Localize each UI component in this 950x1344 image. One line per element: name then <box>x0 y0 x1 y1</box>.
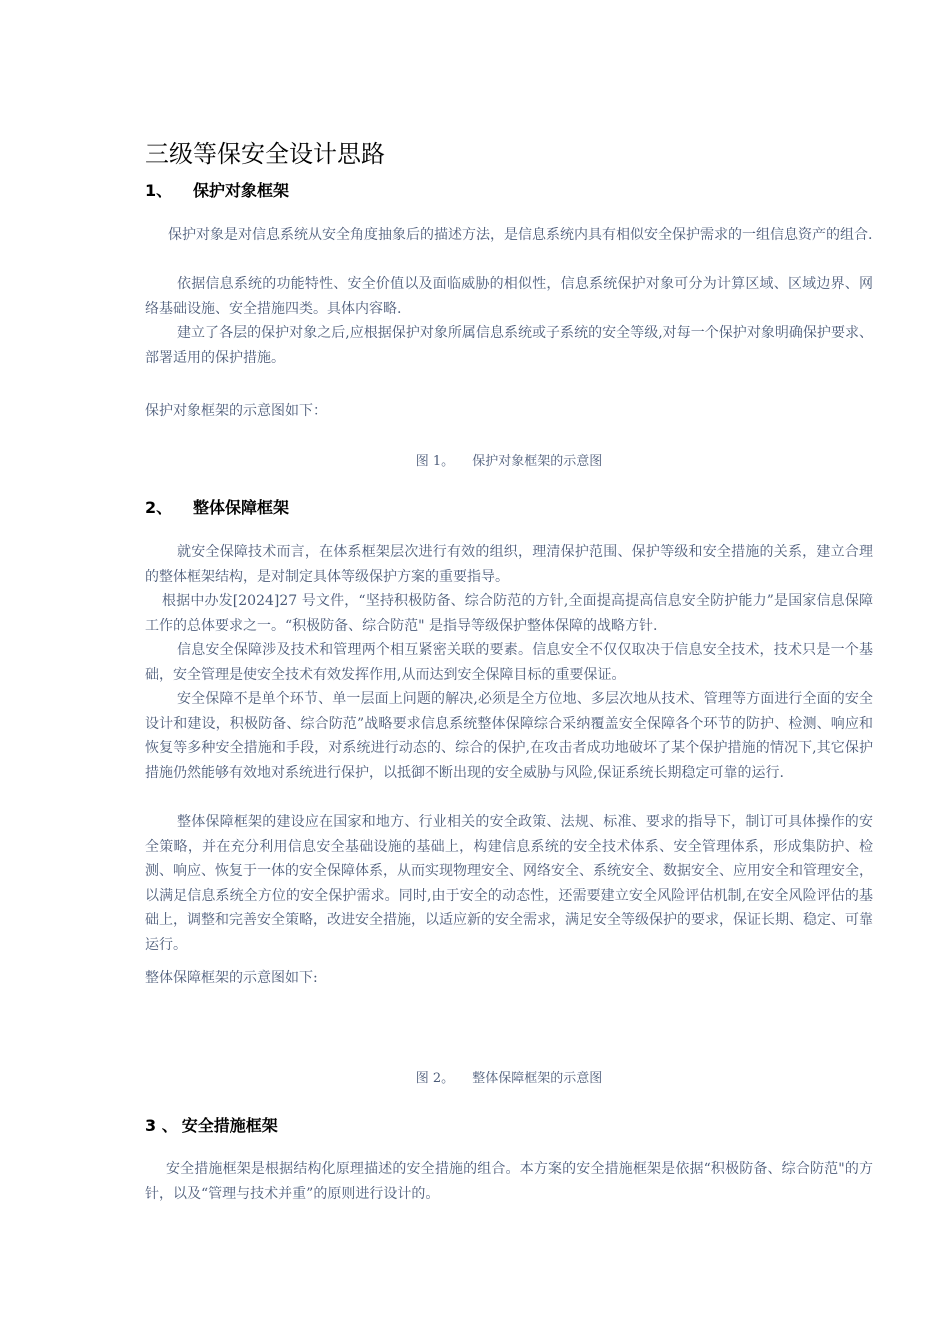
figure-2-label: 图 2。 <box>415 1071 455 1086</box>
section-2-number: 2、 <box>145 498 173 517</box>
section-3-heading <box>145 1113 278 1136</box>
section-3-number: 3 、 <box>145 1116 178 1135</box>
figure-2-caption-text: 整体保障框架的示意图 <box>472 1071 603 1086</box>
figure-1-caption <box>145 450 873 469</box>
section-3-paragraph-1: 安全措施框架是根据结构化原理描述的安全措施的组合。本方案的安全措施框架是依据“积极防备、综合防范"的方针，以及“管理与技术并重”的原则进行设计的。 <box>145 1161 873 1202</box>
section-2-paragraph-3: 信息安全保障涉及技术和管理两个相互紧密关联的要素。信息安全不仅仅取决于信息安全技术，技术只是一个基础，安全管理是使安全技术有效发挥作用,从而达到安全保障目标的重要保证。 <box>145 642 873 683</box>
section-1-number: 1、 <box>145 181 173 200</box>
section-2-heading <box>145 495 289 518</box>
section-3-title: 安全措施框架 <box>181 1116 278 1135</box>
section-2-paragraph-4: 安全保障不是单个环节、单一层面上问题的解决,必须是全方位地、多层次地从技术、管理等方面进行全面的安全设计和建设，积极防备、综合防范”战略要求信息系统整体保障综合采纳覆盖安全保障各个环节的防护、检测、响应和恢复等多种安全措施和手段，对系统进行动态的、综合的保护,在攻击者成功地破坏了某个保护措施的情况下,其它保护措施仍然能够有效地对系统进行保护，以抵御不断出现的安全威胁与风险,保证系统长期稳定可靠的运行. <box>145 691 873 781</box>
figure-1-label: 图 1。 <box>415 454 455 469</box>
section-2-paragraph-2: 根据中办发[2024]27 号文件，“坚持积极防备、综合防范的方针,全面提高提高信息安全防护能力”是国家信息保障工作的总体要求之一。“积极防备、综合防范" 是指导等级保护整体保障的战略方针. <box>145 593 873 634</box>
document-title: 三级等保安全设计思路 <box>145 140 385 168</box>
figure-1-intro: 保护对象框架的示意图如下： <box>145 403 327 419</box>
section-2-title: 整体保障框架 <box>193 498 290 517</box>
section-1-paragraph-1: 保护对象是对信息系统从安全角度抽象后的描述方法，是信息系统内具有相似安全保护需求的一组信息资产的组合. <box>168 227 873 243</box>
section-2-paragraph-1: 就安全保障技术而言，在体系框架层次进行有效的组织，理清保护范围、保护等级和安全措施的关系，建立合理的整体框架结构，是对制定具体等级保护方案的重要指导。 <box>145 544 873 585</box>
section-2-paragraph-5: 整体保障框架的建设应在国家和地方、行业相关的安全政策、法规、标准、要求的指导下，制订可具体操作的安全策略，并在充分利用信息安全基础设施的基础上，构建信息系统的安全技术体系、安全管理体系，形成集防护、检测、响应、恢复于一体的安全保障体系，从而实现物理安全、网络安全、系统安全、数据安全、应用安全和管理安全，以满足信息系统全方位的安全保护需求。同时,由于安全的动态性，还需要建立安全风险评估机制,在安全风险评估的基础上，调整和完善安全策略，改进安全措施，以适应新的安全需求，满足安全等级保护的要求，保证长期、稳定、可靠运行。 <box>145 814 873 953</box>
figure-2-intro: 整体保障框架的示意图如下: <box>145 970 318 986</box>
section-1-heading <box>145 178 289 201</box>
figure-2-caption <box>145 1067 873 1086</box>
section-1-paragraph-2: 依据信息系统的功能特性、安全价值以及面临威胁的相似性，信息系统保护对象可分为计算区域、区域边界、网络基础设施、安全措施四类。具体内容略. <box>145 276 873 317</box>
section-1-title: 保护对象框架 <box>193 181 290 200</box>
section-1-paragraph-3: 建立了各层的保护对象之后,应根据保护对象所属信息系统或子系统的安全等级,对每一个保护对象明确保护要求、部署适用的保护措施。 <box>145 325 873 366</box>
figure-1-caption-text: 保护对象框架的示意图 <box>472 454 603 469</box>
